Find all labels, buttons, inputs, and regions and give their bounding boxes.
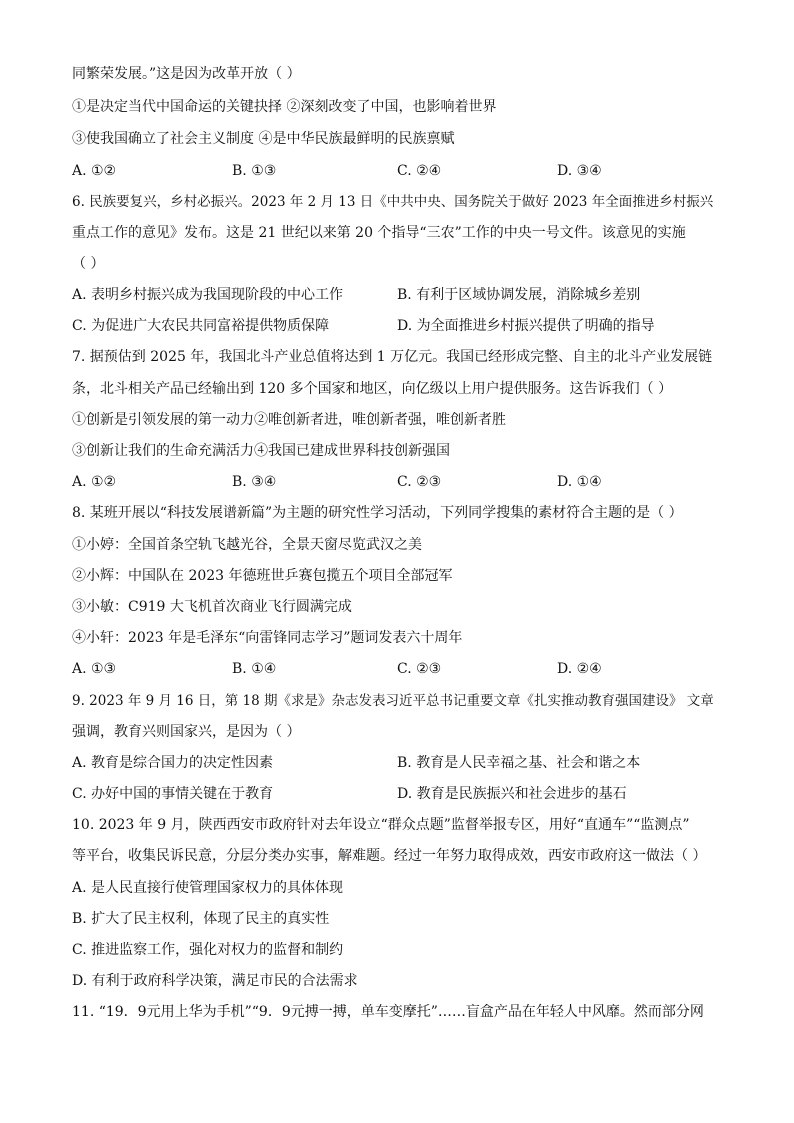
q6-option-b: B. 有利于区域协调发展，消除城乡差别 xyxy=(397,287,641,303)
q9-option-c: C. 办好中国的事情关键在于教育 xyxy=(72,786,274,802)
q7-statements-line-2: ③创新让我们的生命充满活力④我国已建成世界科技创新强国 xyxy=(72,443,450,459)
q8-stem-line-1: 8. 某班开展以“科技发展谱新篇”为主题的研究性学习活动，下列同学搜集的素材符合主题的是（ ） xyxy=(72,505,683,521)
q9-option-a: A. 教育是综合国力的决定性因素 xyxy=(72,755,274,771)
q5-option-c: C. ②④ xyxy=(397,163,442,179)
q10-option-b: B. 扩大了民主权利，体现了民主的真实性 xyxy=(72,911,330,927)
q7-option-a: A. ①② xyxy=(72,474,117,490)
q8-item-2: ②小辉：中国队在 2023 年德班世乒赛包揽五个项目全部冠军 xyxy=(72,568,453,584)
q7-option-b: B. ③④ xyxy=(232,474,277,490)
q7-stem-line-1: 7. 据预估到 2025 年，我国北斗产业总值将达到 1 万亿元。我国已经形成完整、自主的北斗产业发展链 xyxy=(72,349,713,365)
q7-option-c: C. ②③ xyxy=(397,474,442,490)
q10-option-c: C. 推进监察工作，强化对权力的监督和制约 xyxy=(72,942,344,958)
q6-option-a: A. 表明乡村振兴成为我国现阶段的中心工作 xyxy=(72,287,344,303)
q5-statements-line-1: ①是决定当代中国命运的关键抉择 ②深刻改变了中国，也影响着世界 xyxy=(72,99,497,115)
q10-stem-line-2: 等平台，收集民诉民意，分层分类办实事，解难题。经过一年努力取得成效，西安市政府这一做法（ ） xyxy=(72,848,707,864)
q8-item-1: ①小婷：全国首条空轨飞越光谷，全景天窗尽览武汉之美 xyxy=(72,537,422,553)
q10-option-a: A. 是人民直接行使管理国家权力的具体体现 xyxy=(72,880,344,896)
q6-option-c: C. 为促进广大农民共同富裕提供物质保障 xyxy=(72,318,330,334)
q5-option-d: D. ③④ xyxy=(557,163,602,179)
q10-stem-line-1: 10. 2023 年 9 月，陕西西安市政府针对去年设立“群众点题”监督举报专区，用好“直通车”“监测点” xyxy=(72,817,690,833)
q5-option-b: B. ①③ xyxy=(232,163,277,179)
q8-option-c: C. ②③ xyxy=(397,661,442,677)
q5-option-a: A. ①② xyxy=(72,163,117,179)
q11-stem-line-1: 11. “19．9元用上华为手机”“9．9元搏一搏，单车变摩托”……盲盒产品在年轻人中风靡。然而部分网 xyxy=(72,1004,704,1020)
q5-statements-line-2: ③使我国确立了社会主义制度 ④是中华民族最鲜明的民族禀赋 xyxy=(72,131,455,147)
q6-stem-line-3: （ ） xyxy=(72,256,105,272)
q9-option-b: B. 教育是人民幸福之基、社会和谐之本 xyxy=(397,755,641,771)
q10-option-d: D. 有利于政府科学决策，满足市民的合法需求 xyxy=(72,973,358,989)
q7-option-d: D. ①④ xyxy=(557,474,602,490)
q8-option-d: D. ②④ xyxy=(557,661,602,677)
q8-item-4: ④小轩：2023 年是毛泽东“向雷锋同志学习”题词发表六十周年 xyxy=(72,630,463,646)
q6-option-d: D. 为全面推进乡村振兴提供了明确的指导 xyxy=(397,318,655,334)
q9-stem-line-1: 9. 2023 年 9 月 16 日，第 18 期《求是》杂志发表习近平总书记重要文章《扎实推动教育强国建设》 文章 xyxy=(72,693,714,709)
q8-item-3: ③小敏：C919 大飞机首次商业飞行圆满完成 xyxy=(72,599,352,615)
q7-statements-line-1: ①创新是引领发展的第一动力②唯创新者进，唯创新者强，唯创新者胜 xyxy=(72,412,506,428)
q8-option-b: B. ①④ xyxy=(232,661,277,677)
q9-option-d: D. 教育是民族振兴和社会进步的基石 xyxy=(397,786,627,802)
q9-stem-line-2: 强调，教育兴则国家兴，是因为（ ） xyxy=(72,724,301,740)
q6-stem-line-1: 6. 民族要复兴，乡村必振兴。2023 年 2 月 13 日《中共中央、国务院关于做好 2023 年全面推进乡村振兴 xyxy=(72,194,714,210)
q8-option-a: A. ①③ xyxy=(72,661,117,677)
q5-stem-tail: 同繁荣发展。”这是因为改革开放（ ） xyxy=(72,66,301,82)
q6-stem-line-2: 重点工作的意见》发布。这是 21 世纪以来第 20 个指导“三农”工作的中央一号文件。该意见的实施 xyxy=(72,225,686,241)
q7-stem-line-2: 条，北斗相关产品已经输出到 120 多个国家和地区，向亿级以上用户提供服务。这告诉我们（ ） xyxy=(72,381,673,397)
